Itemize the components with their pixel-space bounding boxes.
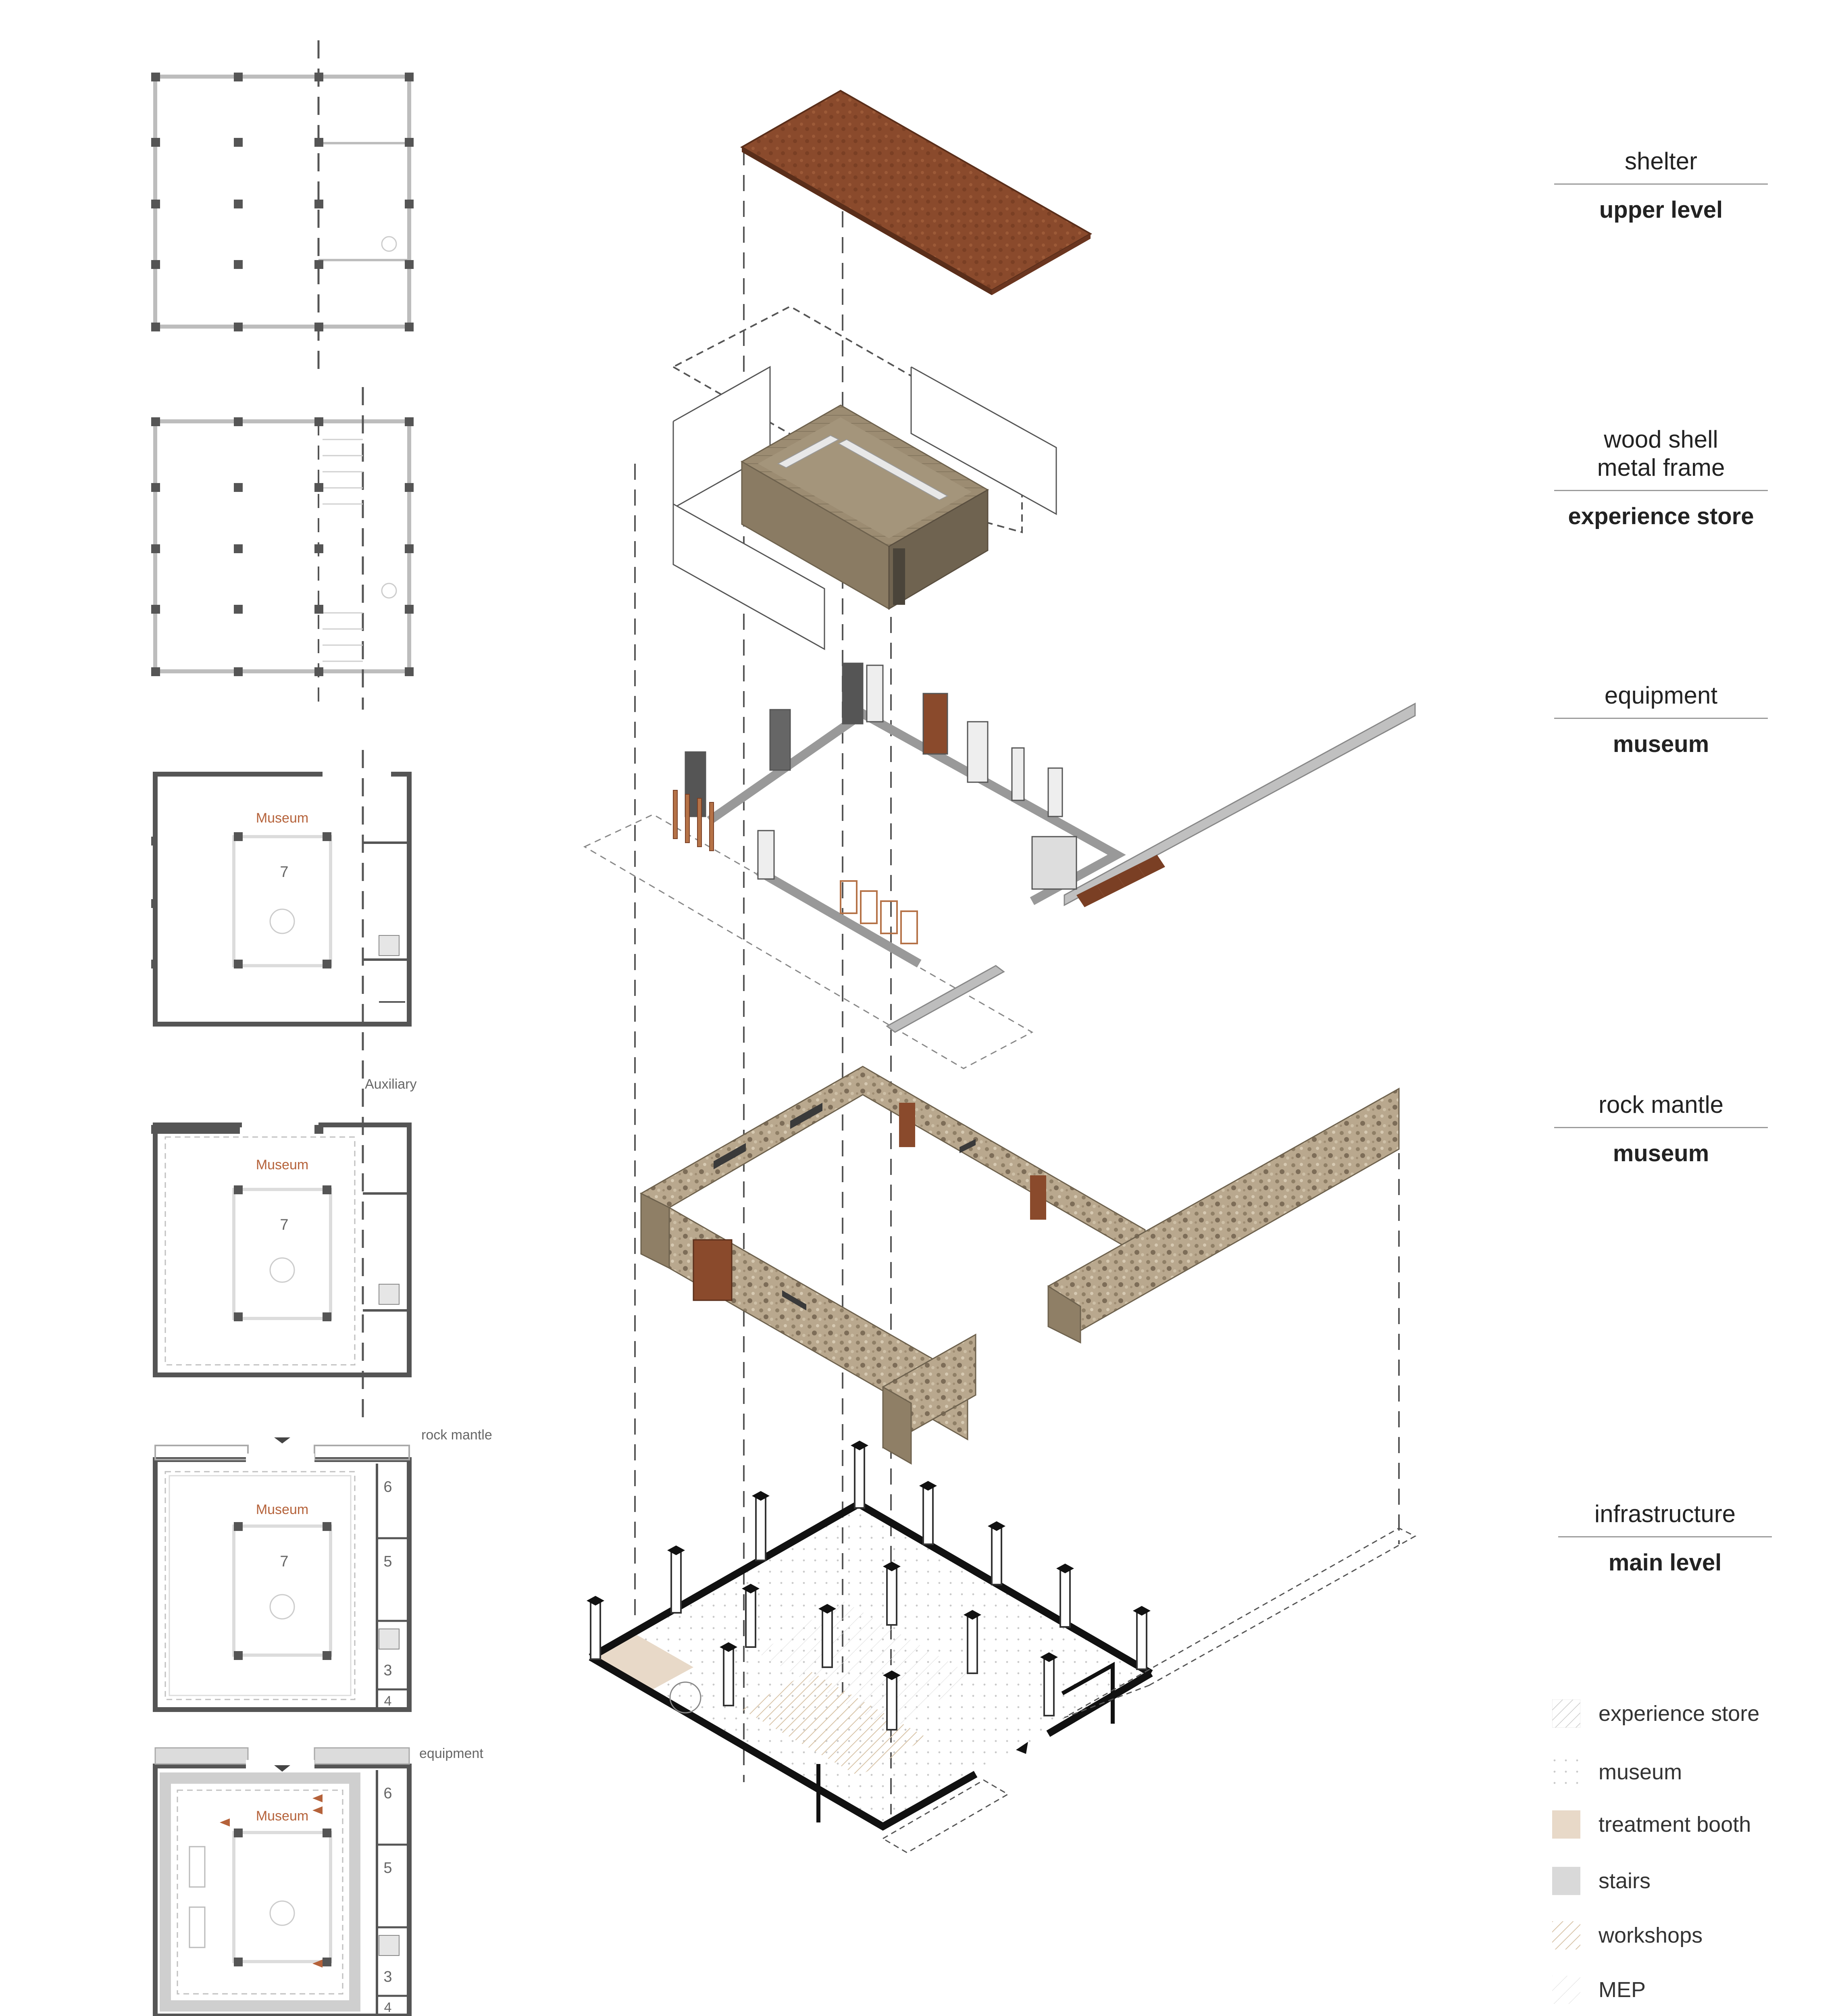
floor-plans-column xyxy=(151,40,492,2016)
plan-room-3-label-1: 3 xyxy=(383,1662,392,1679)
floor-plan-upper-level xyxy=(151,40,414,371)
legend-mep xyxy=(1552,1976,1646,2004)
legend-label-treatment-booth: treatment booth xyxy=(1599,1812,1751,1837)
label-shelter xyxy=(1520,147,1802,224)
plan-room-7-label-2: 7 xyxy=(280,1216,289,1233)
plan-rock-mantle-label: rock mantle xyxy=(421,1427,492,1443)
legend-workshops xyxy=(1552,1921,1703,1949)
plan-museum-label-2: Museum xyxy=(256,1157,309,1173)
label-infrastructure-bottom: main level xyxy=(1608,1549,1722,1576)
plan-equipment-label: equipment xyxy=(419,1746,483,1761)
floor-plan-main-1 xyxy=(155,1437,409,1710)
plan-auxiliary-label: Auxiliary xyxy=(365,1077,417,1092)
legend-treatment-booth xyxy=(1552,1810,1751,1839)
label-wood-shell-top: wood shell xyxy=(1604,426,1718,453)
floor-plan-experience-store xyxy=(151,387,414,710)
shelter-roof xyxy=(742,91,1091,295)
legend-swatch-hatch-grey xyxy=(1552,1699,1580,1728)
label-shelter-bottom: upper level xyxy=(1599,197,1723,223)
floor-plan-main-2 xyxy=(155,1748,409,2016)
legend-stairs xyxy=(1552,1867,1651,1895)
plan-room-5-label-2: 5 xyxy=(383,1860,392,1876)
plan-room-7-label-3: 7 xyxy=(280,1553,289,1570)
floor-plan-museum-2 xyxy=(151,1089,409,1423)
label-wood-shell-bottom: experience store xyxy=(1568,503,1754,529)
label-rock-mantle-bottom: museum xyxy=(1613,1140,1709,1166)
plan-room-6-label-2: 6 xyxy=(383,1785,392,1802)
label-infrastructure-top: infrastructure xyxy=(1594,1500,1736,1527)
label-wood-shell-rule xyxy=(1554,490,1768,491)
legend-swatch-solid-grey xyxy=(1552,1867,1580,1895)
rock-mantle-layer xyxy=(641,1066,1399,1464)
label-equipment-top: equipment xyxy=(1604,682,1718,709)
label-shelter-rule xyxy=(1554,183,1768,185)
equipment-layer xyxy=(585,663,1415,1068)
plan-museum-label-3: Museum xyxy=(256,1502,309,1517)
label-infrastructure xyxy=(1524,1500,1806,1577)
plan-museum-label-1: Museum xyxy=(256,810,309,826)
legend-label-stairs: stairs xyxy=(1599,1869,1651,1893)
wood-shell-box xyxy=(673,306,1056,649)
floor-plan-museum-1 xyxy=(151,750,409,1085)
plan-room-4-label-2: 4 xyxy=(384,2000,392,2015)
label-shelter-top: shelter xyxy=(1624,148,1698,175)
legend-swatch-hatch-light xyxy=(1552,1976,1580,2004)
label-equipment xyxy=(1520,681,1802,758)
label-infrastructure-rule xyxy=(1558,1536,1772,1537)
plan-room-6-label-1: 6 xyxy=(383,1479,392,1495)
plan-room-5-label-1: 5 xyxy=(383,1553,392,1570)
label-equipment-rule xyxy=(1554,718,1768,719)
axonometric-stack xyxy=(585,91,1415,1853)
legend-experience-store xyxy=(1552,1699,1759,1728)
label-rock-mantle xyxy=(1520,1091,1802,1168)
infrastructure-layer xyxy=(587,1441,1415,1853)
legend-label-workshops: workshops xyxy=(1599,1923,1703,1947)
legend-swatch-solid-tan xyxy=(1552,1810,1580,1839)
legend-label-museum: museum xyxy=(1599,1760,1682,1784)
label-wood-shell-top2: metal frame xyxy=(1597,454,1725,481)
plan-room-3-label-2: 3 xyxy=(383,1968,392,1985)
plan-museum-label-4: Museum xyxy=(256,1808,309,1824)
label-rock-mantle-rule xyxy=(1554,1127,1768,1128)
legend-swatch-dots xyxy=(1552,1758,1580,1786)
legend-label-mep: MEP xyxy=(1599,1978,1646,2002)
legend-label-experience-store: experience store xyxy=(1599,1702,1760,1726)
plan-room-7-label-1: 7 xyxy=(280,864,289,881)
label-wood-shell xyxy=(1520,425,1802,531)
label-equipment-bottom: museum xyxy=(1613,731,1709,757)
plan-room-4-label-1: 4 xyxy=(384,1693,392,1709)
legend-swatch-hatch-tan xyxy=(1552,1921,1580,1949)
legend-museum xyxy=(1552,1758,1682,1786)
label-rock-mantle-top: rock mantle xyxy=(1598,1091,1724,1118)
